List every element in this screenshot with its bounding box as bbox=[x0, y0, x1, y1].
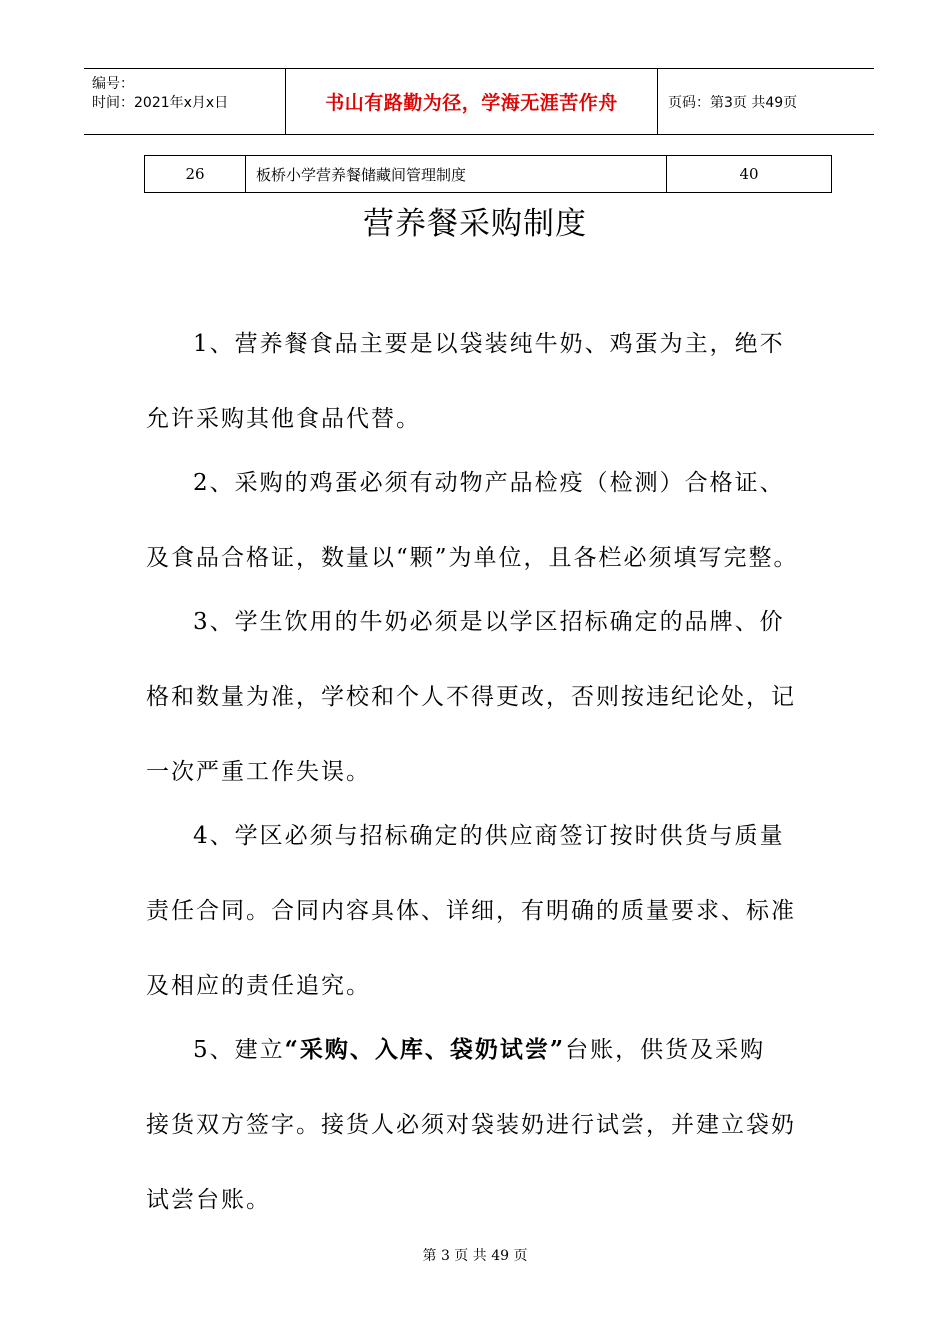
page-footer: 第 3 页 共 49 页 bbox=[422, 1248, 528, 1264]
toc-table-row bbox=[144, 155, 832, 193]
header-motto: 书山有路勤为径，学海无涯苦作舟 bbox=[285, 69, 658, 134]
body-line-3: 2、采购的鸡蛋必须有动物产品检疫（检测）合格证、 bbox=[193, 470, 785, 496]
header-number-label: 编号： bbox=[92, 76, 134, 92]
p5-prefix: 5、建立 bbox=[193, 1037, 285, 1063]
header-time-label: 时间：2021年x月x日 bbox=[92, 95, 229, 111]
body-line-1: 1、营养餐食品主要是以袋装纯牛奶、鸡蛋为主，绝不 bbox=[193, 331, 785, 357]
header-left-cell bbox=[84, 69, 285, 134]
header-page-info: 页码：第3页 共49页 bbox=[668, 94, 798, 111]
body-line-5: 3、学生饮用的牛奶必须是以学区招标确定的品牌、价 bbox=[193, 609, 785, 635]
body-line-2: 允许采购其他食品代替。 bbox=[146, 406, 421, 432]
document-title: 营养餐采购制度 bbox=[363, 206, 587, 242]
body-line-13: 试尝台账。 bbox=[146, 1187, 271, 1213]
body-line-11 bbox=[193, 1031, 765, 1064]
toc-index-cell: 26 bbox=[145, 156, 246, 192]
body-line-9: 责任合同。合同内容具体、详细，有明确的质量要求、标准 bbox=[146, 898, 796, 924]
toc-page-cell: 40 bbox=[739, 165, 759, 183]
toc-title-cell: 板桥小学营养餐储藏间管理制度 bbox=[246, 156, 667, 192]
body-line-6: 格和数量为准，学校和个人不得更改，否则按违纪论处，记 bbox=[146, 684, 796, 710]
body-line-8: 4、学区必须与招标确定的供应商签订按时供货与质量 bbox=[193, 823, 785, 849]
p5-bold-text: “采购、入库、袋奶试尝” bbox=[284, 1036, 566, 1063]
body-line-10: 及相应的责任追究。 bbox=[146, 973, 371, 999]
page-header bbox=[84, 68, 874, 135]
body-line-4: 及食品合格证，数量以“颗”为单位，且各栏必须填写完整。 bbox=[146, 545, 799, 571]
body-line-7: 一次严重工作失误。 bbox=[146, 759, 371, 785]
body-line-12: 接货双方签字。接货人必须对袋装奶进行试尝，并建立袋奶 bbox=[146, 1112, 796, 1138]
p5-suffix: 台账，供货及采购 bbox=[565, 1037, 766, 1063]
